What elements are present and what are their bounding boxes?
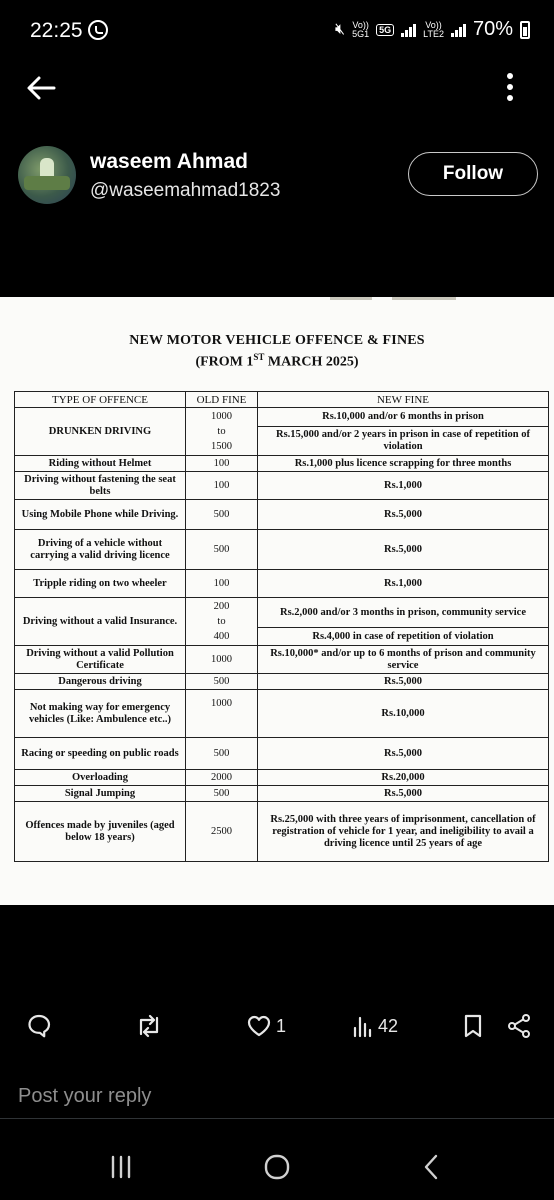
new-fine-cell: Rs.1,000 xyxy=(258,472,549,500)
table-row xyxy=(15,530,549,570)
more-vertical-icon[interactable] xyxy=(502,70,518,104)
old-fine-cell: 1000 xyxy=(186,690,258,738)
offence-cell: Using Mobile Phone while Driving. xyxy=(15,500,186,530)
new-fine-cell: Rs.15,000 and/or 2 years in prison in case of repetition of violation xyxy=(258,427,549,456)
back-arrow-icon[interactable] xyxy=(24,72,58,104)
reply-bubble-icon xyxy=(26,1013,52,1039)
views-button[interactable] xyxy=(352,1008,398,1044)
status-time: 22:25 xyxy=(30,19,83,42)
avatar[interactable] xyxy=(18,146,76,204)
table-row xyxy=(15,472,549,500)
new-fine-cell: Rs.10,000 and/or 6 months in prison xyxy=(258,408,549,427)
new-fine-cell: Rs.1,000 plus licence scrapping for three months xyxy=(258,456,549,472)
recents-icon[interactable] xyxy=(101,1152,141,1182)
offence-cell: Offences made by juveniles (aged below 18 years) xyxy=(15,802,186,862)
table-row xyxy=(15,456,549,472)
old-fine-cell: 200 to 400 xyxy=(186,598,258,646)
old-fine-cell: 500 xyxy=(186,786,258,802)
new-fine-cell: Rs.5,000 xyxy=(258,738,549,770)
offence-cell: Signal Jumping xyxy=(15,786,186,802)
display-name[interactable]: waseem Ahmad xyxy=(90,150,248,173)
table-row xyxy=(15,802,549,862)
new-fine-cell: Rs.1,000 xyxy=(258,570,549,598)
document-title: NEW MOTOR VEHICLE OFFENCE & FINES xyxy=(129,333,425,348)
nav-back-icon[interactable] xyxy=(412,1152,452,1182)
status-icons xyxy=(335,18,530,41)
header-offence: TYPE OF OFFENCE xyxy=(15,392,186,408)
header-new-fine: NEW FINE xyxy=(258,392,549,408)
offence-cell: Driving without a valid Pollution Certificate xyxy=(15,646,186,674)
offence-cell: Not making way for emergency vehicles (Like: Ambulence etc..) xyxy=(15,690,186,738)
document-top-marks xyxy=(330,297,460,301)
old-fine-cell: 1000 to 1500 xyxy=(186,408,258,456)
fines-table xyxy=(14,391,549,862)
bookmark-button[interactable] xyxy=(462,1008,484,1044)
old-fine-cell: 2000 xyxy=(186,770,258,786)
document-subtitle: (FROM 1ST MARCH 2025) xyxy=(195,352,359,370)
table-row xyxy=(15,786,549,802)
new-fine-cell: Rs.4,000 in case of repetition of violation xyxy=(258,628,549,646)
offence-cell: DRUNKEN DRIVING xyxy=(15,408,186,456)
table-row xyxy=(15,646,549,674)
heart-icon xyxy=(246,1014,272,1038)
old-fine-cell: 500 xyxy=(186,530,258,570)
views-bar-icon xyxy=(352,1014,374,1038)
old-fine-cell: 100 xyxy=(186,456,258,472)
repost-icon xyxy=(134,1013,164,1039)
table-header-row xyxy=(15,392,549,408)
volte2-indicator: Vo)) LTE2 xyxy=(423,19,444,39)
share-button[interactable] xyxy=(506,1008,532,1044)
table-row xyxy=(15,598,549,628)
new-fine-cell: Rs.5,000 xyxy=(258,500,549,530)
reply-button[interactable] xyxy=(26,1008,52,1044)
views-count: 42 xyxy=(378,1015,399,1036)
offence-cell: Overloading xyxy=(15,770,186,786)
old-fine-cell: 500 xyxy=(186,500,258,530)
follow-button[interactable]: Follow xyxy=(408,152,538,196)
mute-icon: 🔇︎ xyxy=(335,20,346,38)
new-fine-cell: Rs.10,000 xyxy=(258,690,549,738)
new-fine-cell: Rs.25,000 with three years of imprisonment, cancellation of registration of vehicle for 1 year, and ineligibility to avail a driving licence until 25 years of age xyxy=(258,802,549,862)
home-icon[interactable] xyxy=(257,1152,297,1182)
volte1-indicator: Vo)) 5G1 xyxy=(352,19,370,39)
new-fine-cell: Rs.2,000 and/or 3 months in prison, community service xyxy=(258,598,549,628)
header-old-fine: OLD FINE xyxy=(186,392,258,408)
share-icon xyxy=(506,1013,532,1039)
offence-cell: Driving without a valid Insurance. xyxy=(15,598,186,646)
battery-icon xyxy=(520,21,530,39)
old-fine-cell: 500 xyxy=(186,674,258,690)
network-badge: 5G xyxy=(376,24,394,36)
whatsapp-icon xyxy=(88,20,108,40)
old-fine-cell: 1000 xyxy=(186,646,258,674)
old-fine-cell: 2500 xyxy=(186,802,258,862)
user-handle[interactable]: @waseemahmad1823 xyxy=(90,180,281,201)
reply-divider xyxy=(0,1118,554,1119)
like-count: 1 xyxy=(276,1015,287,1036)
status-bar xyxy=(0,0,554,60)
old-fine-cell: 100 xyxy=(186,472,258,500)
offence-cell: Driving of a vehicle without carrying a valid driving licence xyxy=(15,530,186,570)
new-fine-cell: Rs.10,000* and/or up to 6 months of prison and community service xyxy=(258,646,549,674)
reply-input[interactable] xyxy=(18,1080,536,1112)
like-button[interactable] xyxy=(246,1008,286,1044)
table-row xyxy=(15,770,549,786)
table-row xyxy=(15,690,549,738)
new-fine-cell: Rs.5,000 xyxy=(258,786,549,802)
offence-cell: Tripple riding on two wheeler xyxy=(15,570,186,598)
table-row xyxy=(15,738,549,770)
offence-cell: Driving without fastening the seat belts xyxy=(15,472,186,500)
offence-cell: Racing or speeding on public roads xyxy=(15,738,186,770)
signal-icon xyxy=(451,23,466,37)
signal-icon xyxy=(401,23,416,37)
table-row xyxy=(15,500,549,530)
bookmark-icon xyxy=(462,1013,484,1039)
repost-button[interactable] xyxy=(134,1008,164,1044)
post-actions xyxy=(0,1008,554,1044)
table-row xyxy=(15,408,549,427)
post-image-document[interactable] xyxy=(0,297,554,905)
offence-cell: Riding without Helmet xyxy=(15,456,186,472)
offence-cell: Dangerous driving xyxy=(15,674,186,690)
battery-percent: 70% xyxy=(472,18,513,40)
table-row xyxy=(15,570,549,598)
table-row xyxy=(15,674,549,690)
new-fine-cell: Rs.5,000 xyxy=(258,530,549,570)
new-fine-cell: Rs.20,000 xyxy=(258,770,549,786)
system-nav-bar xyxy=(0,1140,554,1200)
old-fine-cell: 500 xyxy=(186,738,258,770)
new-fine-cell: Rs.5,000 xyxy=(258,674,549,690)
old-fine-cell: 100 xyxy=(186,570,258,598)
